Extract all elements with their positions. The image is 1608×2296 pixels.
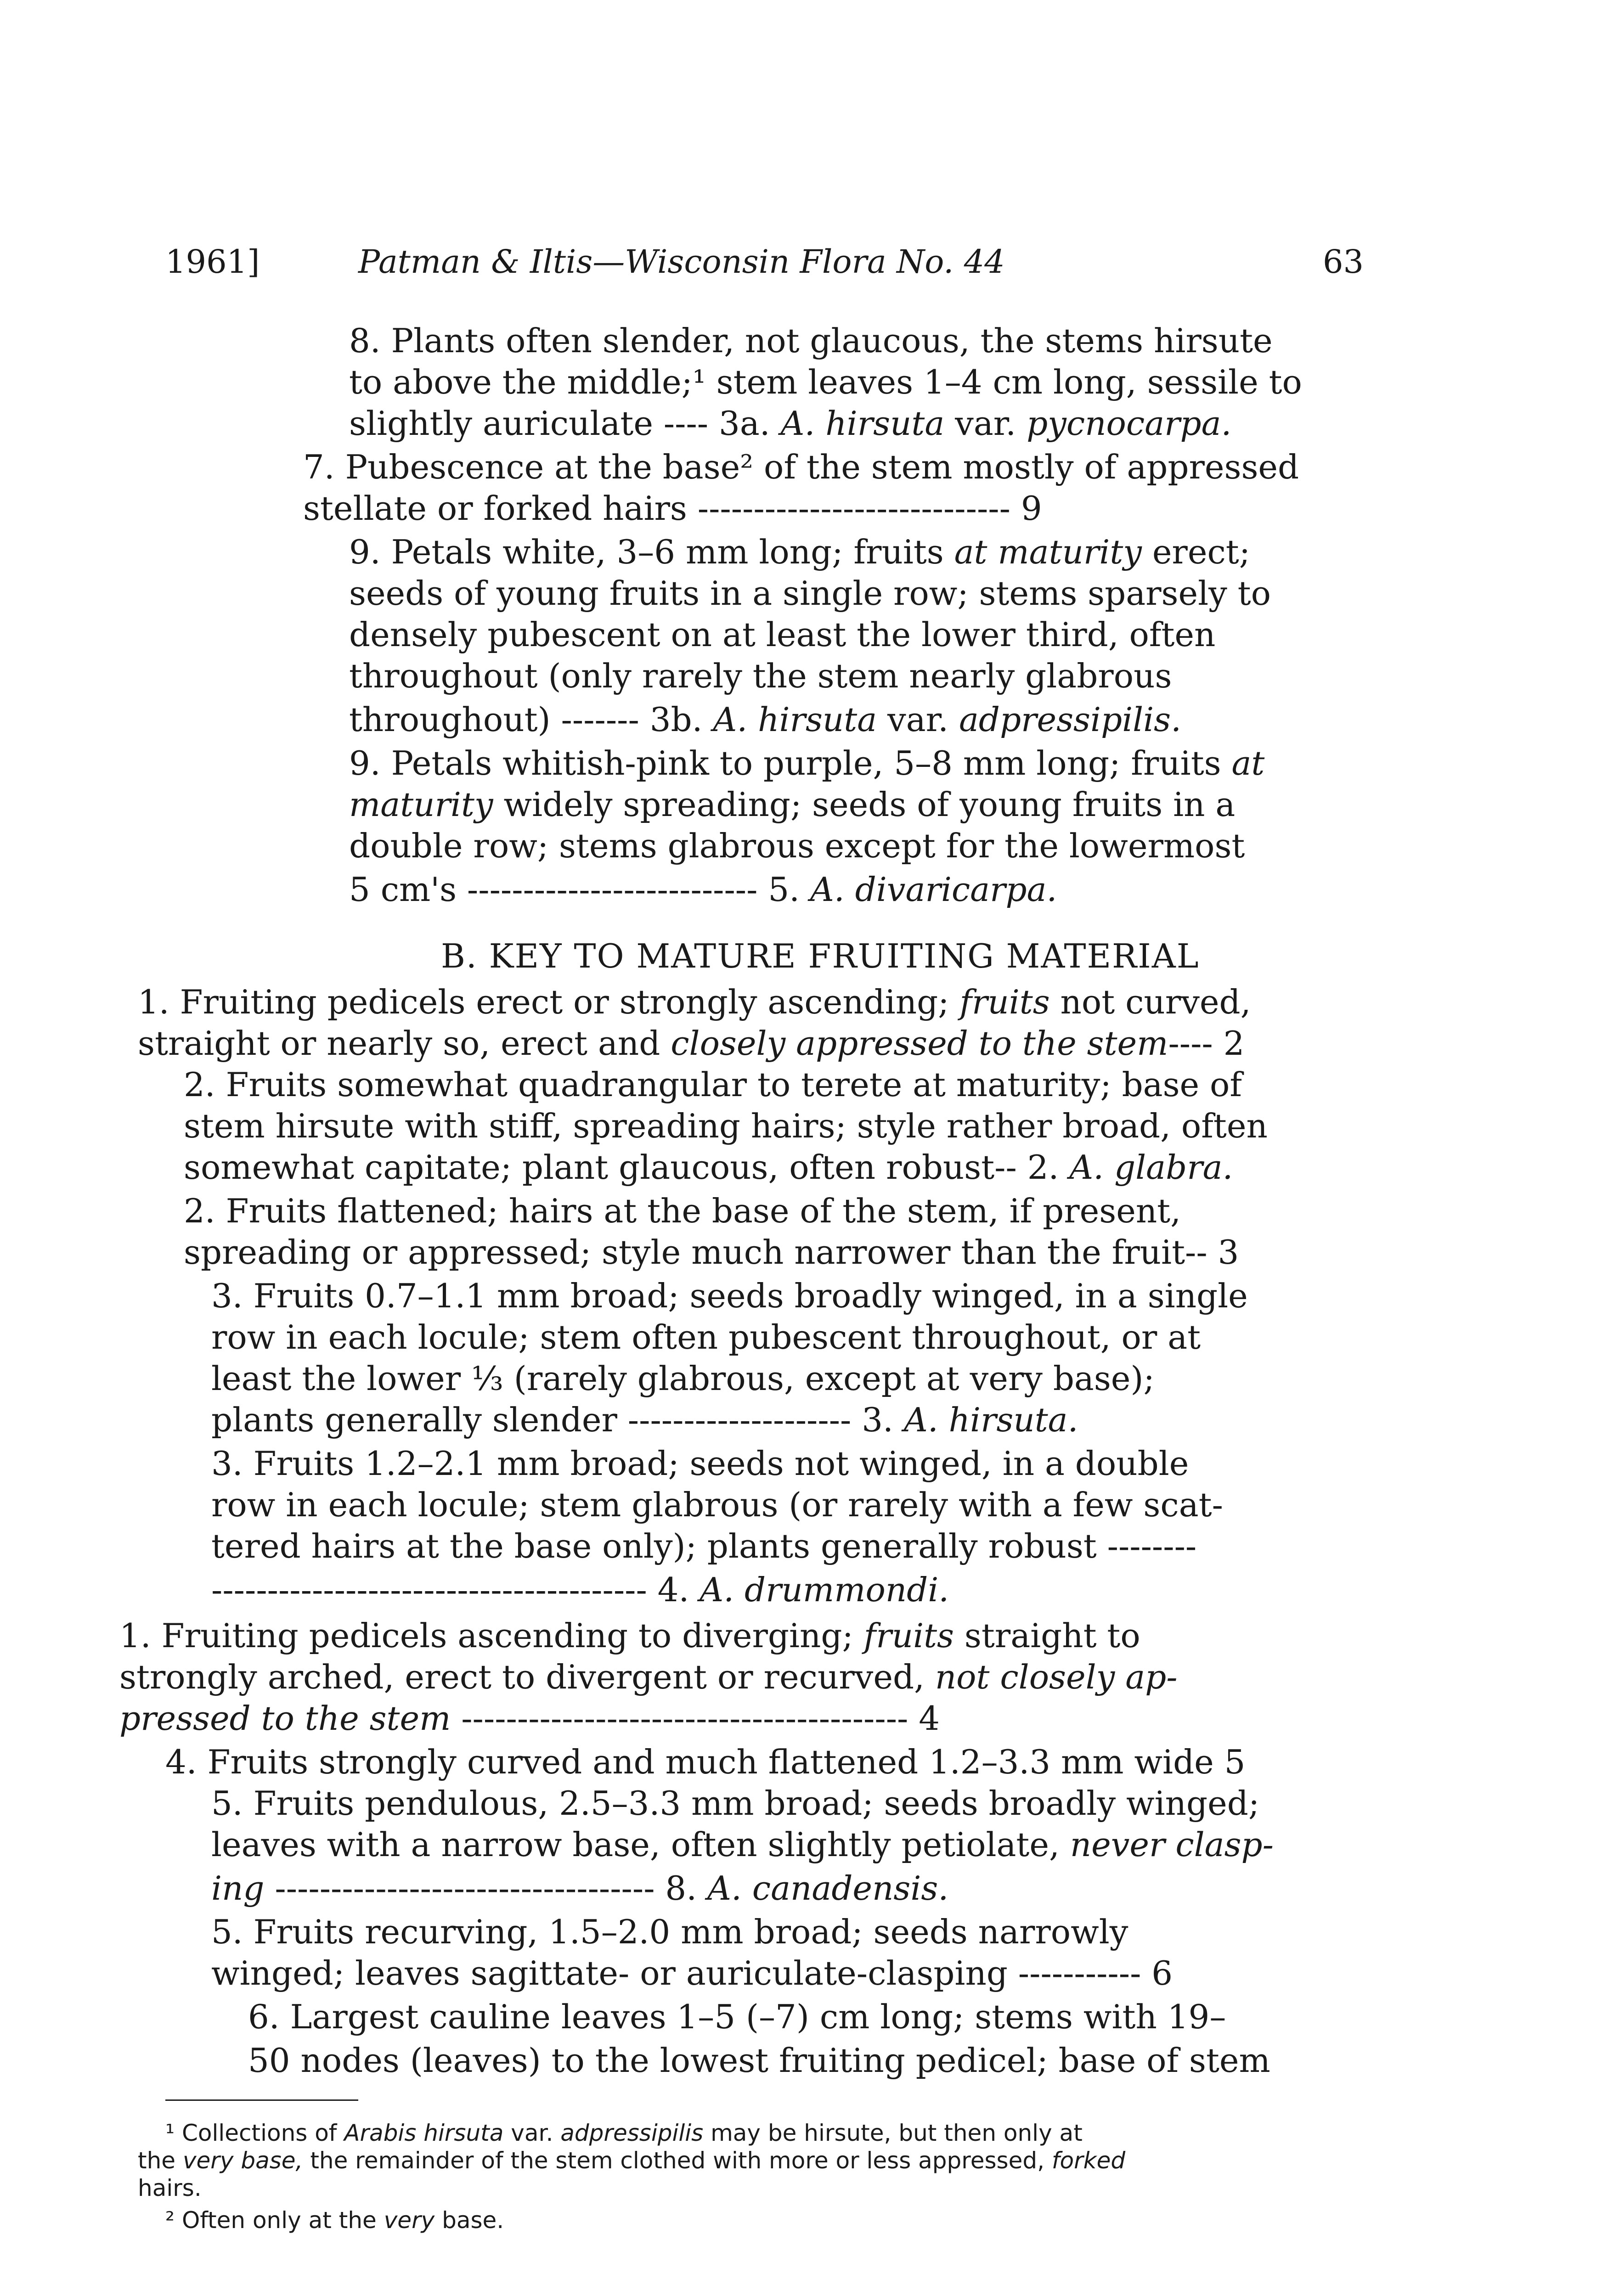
text-run: spreading or appressed; style much narrower than the fruit-- 3 bbox=[184, 1233, 1239, 1272]
key-line bbox=[138, 983, 1251, 1021]
italic-text: Arabis hirsuta bbox=[344, 2120, 504, 2146]
text-run: straight or nearly so, erect and bbox=[138, 1024, 671, 1063]
text-run: row in each locule; stem often pubescent throughout, or at bbox=[211, 1318, 1201, 1356]
key-line bbox=[211, 1318, 1201, 1356]
key-line bbox=[211, 1570, 949, 1609]
text-run: 9. Petals whitish-pink to purple, 5–8 mm long; fruits bbox=[349, 744, 1232, 782]
key-line bbox=[184, 1065, 1242, 1104]
text-run: B. KEY TO MATURE FRUITING MATERIAL bbox=[441, 937, 1200, 975]
text-run: slightly auriculate ---- 3a. bbox=[349, 404, 781, 443]
italic-text: A. hirsuta. bbox=[903, 1401, 1078, 1439]
text-run: somewhat capitate; plant glaucous, often robust-- 2. bbox=[184, 1148, 1070, 1187]
text-run: var. bbox=[877, 700, 959, 739]
key-line bbox=[349, 785, 1235, 824]
text-run: var. bbox=[944, 404, 1027, 443]
key-line bbox=[349, 827, 1245, 865]
italic-text: maturity bbox=[349, 785, 493, 824]
italic-text: very base, bbox=[182, 2147, 303, 2174]
text-run: ---------------------------------------- 4 bbox=[451, 1699, 940, 1738]
text-run: 6. Largest cauline leaves 1–5 (–7) cm long; stems with 19– bbox=[248, 1998, 1226, 2036]
text-run: row in each locule; stem glabrous (or rarely with a few scat- bbox=[211, 1486, 1223, 1524]
text-run: not curved, bbox=[1049, 983, 1251, 1021]
key-line bbox=[138, 1024, 1244, 1063]
italic-text: A. glabra. bbox=[1069, 1148, 1233, 1187]
key-line bbox=[303, 489, 1042, 528]
text-run: erect; bbox=[1141, 533, 1250, 571]
text-run: leaves with a narrow base, often slightly petiolate, bbox=[211, 1825, 1070, 1864]
footnote-line bbox=[138, 2177, 202, 2200]
text-run: 8. Plants often slender, not glaucous, the stems hirsute bbox=[349, 321, 1273, 360]
footnote-line bbox=[165, 2122, 1083, 2144]
key-line bbox=[349, 574, 1271, 613]
section-heading bbox=[441, 937, 1200, 975]
italic-text: forked bbox=[1051, 2147, 1126, 2174]
key-line bbox=[349, 404, 1231, 443]
key-line bbox=[211, 1486, 1223, 1524]
text-run: 50 nodes (leaves) to the lowest fruiting pedicel; base of stem bbox=[248, 2041, 1270, 2080]
key-line bbox=[184, 1233, 1239, 1272]
italic-text: A. hirsuta bbox=[713, 700, 877, 739]
italic-text: at bbox=[1231, 744, 1265, 782]
text-run: throughout (only rarely the stem nearly glabrous bbox=[349, 657, 1172, 695]
text-run: var. bbox=[503, 2120, 561, 2146]
text-run: 1. Fruiting pedicels erect or strongly ascending; bbox=[138, 983, 960, 1021]
italic-text: pycnocarpa. bbox=[1027, 404, 1232, 443]
italic-text: ing bbox=[211, 1869, 265, 1908]
key-line bbox=[349, 870, 1057, 909]
key-line bbox=[165, 1743, 1245, 1781]
text-run: 4. Fruits strongly curved and much flattened 1.2–3.3 mm wide 5 bbox=[165, 1743, 1246, 1781]
key-line bbox=[248, 1998, 1226, 2036]
text-run: the bbox=[138, 2147, 183, 2174]
text-run: 7. Pubescence at the base² of the stem mostly of appressed bbox=[303, 448, 1299, 486]
italic-text: A. divaricarpa. bbox=[810, 870, 1057, 909]
text-run: --------------------------------------- 4. bbox=[211, 1570, 700, 1609]
text-run: 3. Fruits 1.2–2.1 mm broad; seeds not winged, in a double bbox=[211, 1444, 1189, 1483]
text-run: 2. Fruits somewhat quadrangular to terete at maturity; base of bbox=[184, 1065, 1242, 1104]
key-line bbox=[119, 1699, 940, 1738]
text-run: least the lower ⅓ (rarely glabrous, except at very base); bbox=[211, 1359, 1155, 1398]
text-run: 5 cm's -------------------------- 5. bbox=[349, 870, 810, 909]
text-run: densely pubescent on at least the lower third, often bbox=[349, 615, 1216, 654]
key-line bbox=[184, 1107, 1268, 1145]
text-run: the remainder of the stem clothed with more or less appressed, bbox=[303, 2147, 1052, 2174]
footnote-line bbox=[138, 2149, 1125, 2172]
footnote-divider bbox=[165, 2099, 358, 2101]
text-run: 9. Petals white, 3–6 mm long; fruits bbox=[349, 533, 954, 571]
key-line bbox=[349, 657, 1172, 695]
italic-text: A. drummondi. bbox=[700, 1570, 949, 1609]
key-line bbox=[211, 1954, 1173, 1992]
page-number: 63 bbox=[1323, 243, 1364, 281]
key-line bbox=[119, 1658, 1178, 1696]
key-line bbox=[184, 1192, 1181, 1230]
key-line bbox=[211, 1784, 1259, 1823]
italic-text: pressed to the stem bbox=[119, 1699, 451, 1738]
text-run: plants generally slender -------------------- 3. bbox=[211, 1401, 904, 1439]
key-line bbox=[211, 1913, 1128, 1951]
key-line bbox=[303, 448, 1299, 486]
text-run: strongly arched, erect to divergent or recurved, bbox=[119, 1658, 935, 1696]
key-line bbox=[211, 1359, 1155, 1398]
text-run: may be hirsute, but then only at bbox=[703, 2120, 1083, 2146]
header-year: 1961] bbox=[165, 243, 260, 281]
text-run: base. bbox=[434, 2207, 504, 2234]
text-run: straight to bbox=[954, 1616, 1140, 1655]
text-run: stellate or forked hairs ---------------------------- 9 bbox=[303, 489, 1042, 528]
key-line bbox=[349, 533, 1250, 571]
italic-text: very bbox=[384, 2207, 435, 2234]
running-title: Patman & Iltis—Wisconsin Flora No. 44 bbox=[358, 243, 1005, 281]
key-line bbox=[211, 1527, 1196, 1565]
italic-text: at maturity bbox=[954, 533, 1142, 571]
footnote-line bbox=[165, 2209, 504, 2232]
key-line bbox=[349, 321, 1273, 360]
text-run: ---------------------------------- 8. bbox=[264, 1869, 708, 1908]
italic-text: A. hirsuta bbox=[780, 404, 945, 443]
key-line bbox=[211, 1869, 948, 1908]
key-line bbox=[211, 1401, 1078, 1439]
text-run: ---- 2 bbox=[1168, 1024, 1245, 1063]
text-run: to above the middle;¹ stem leaves 1–4 cm long, sessile to bbox=[349, 363, 1302, 401]
text-run: 3. Fruits 0.7–1.1 mm broad; seeds broadly winged, in a single bbox=[211, 1277, 1248, 1315]
text-run: throughout) ------- 3b. bbox=[349, 700, 713, 739]
text-run: 2. Fruits flattened; hairs at the base of the stem, if present, bbox=[184, 1192, 1181, 1230]
italic-text: adpressipilis bbox=[560, 2120, 704, 2146]
text-run: hairs. bbox=[138, 2175, 202, 2201]
key-line bbox=[211, 1444, 1189, 1483]
italic-text: closely appressed to the stem bbox=[671, 1024, 1168, 1063]
text-run: ² Often only at the bbox=[165, 2207, 384, 2234]
text-run: winged; leaves sagittate- or auriculate-clasping ----------- 6 bbox=[211, 1954, 1173, 1992]
key-line bbox=[211, 1825, 1274, 1864]
text-run: 1. Fruiting pedicels ascending to diverging; bbox=[119, 1616, 864, 1655]
key-line bbox=[248, 2041, 1270, 2080]
italic-text: A. canadensis. bbox=[707, 1869, 949, 1908]
key-line bbox=[349, 700, 1181, 739]
italic-text: never clasp- bbox=[1070, 1825, 1274, 1864]
text-run: ¹ Collections of bbox=[165, 2120, 344, 2146]
text-run: double row; stems glabrous except for the lowermost bbox=[349, 827, 1245, 865]
italic-text: adpressipilis. bbox=[959, 700, 1182, 739]
text-run: stem hirsute with stiff, spreading hairs; style rather broad, often bbox=[184, 1107, 1268, 1145]
text-run: seeds of young fruits in a single row; stems sparsely to bbox=[349, 574, 1271, 613]
text-run: tered hairs at the base only); plants generally robust -------- bbox=[211, 1527, 1197, 1565]
text-run: 5. Fruits recurving, 1.5–2.0 mm broad; seeds narrowly bbox=[211, 1913, 1128, 1951]
italic-text: not closely ap- bbox=[935, 1658, 1178, 1696]
key-line bbox=[211, 1277, 1248, 1315]
text-run: 5. Fruits pendulous, 2.5–3.3 mm broad; seeds broadly winged; bbox=[211, 1784, 1260, 1823]
key-line bbox=[119, 1616, 1140, 1655]
key-line bbox=[349, 363, 1302, 401]
text-run: widely spreading; seeds of young fruits in a bbox=[493, 785, 1236, 824]
key-line bbox=[349, 615, 1215, 654]
key-line bbox=[184, 1148, 1233, 1187]
key-line bbox=[349, 744, 1264, 782]
italic-text: fruits bbox=[863, 1616, 954, 1655]
italic-text: fruits bbox=[959, 983, 1050, 1021]
